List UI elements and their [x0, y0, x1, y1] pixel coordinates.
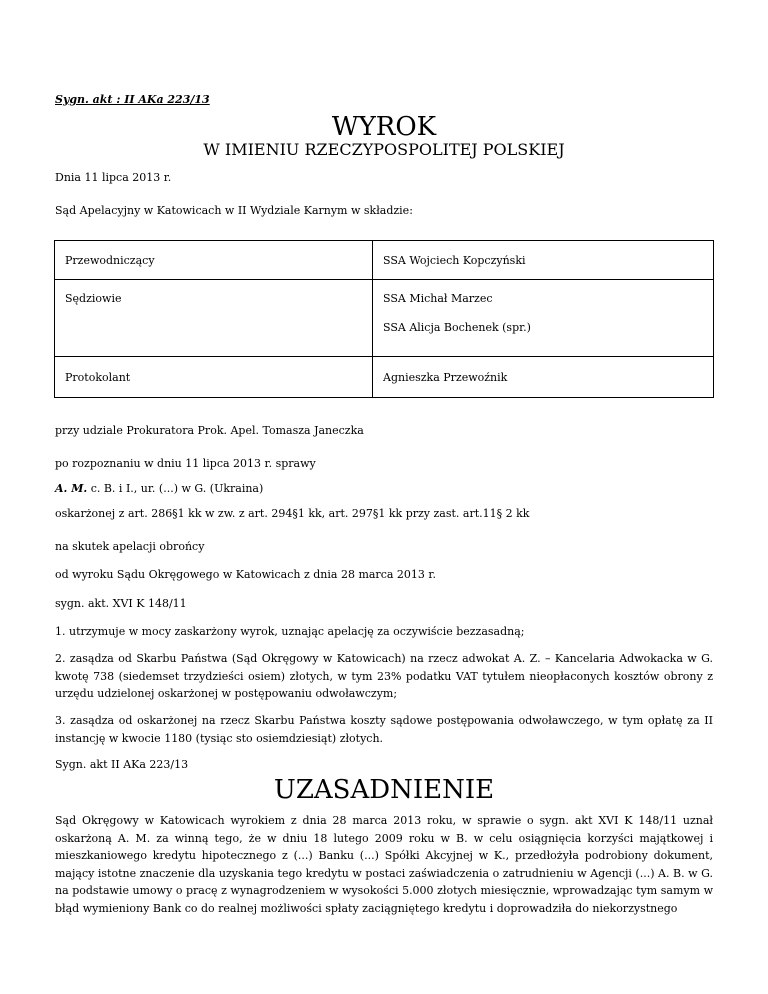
case-signature-2: Sygn. akt II AKa 223/13 [55, 758, 189, 771]
court-line: Sąd Apelacyjny w Katowicach w II Wydziale Karnym w składzie: [55, 204, 413, 217]
lower-court-line: od wyroku Sądu Okręgowego w Katowicach z dnia 28 marca 2013 r. [55, 568, 436, 581]
presiding-label: Przewodniczący [55, 241, 373, 280]
presiding-name: SSA Wojciech Kopczyński [373, 241, 714, 280]
judges-names [373, 280, 714, 357]
ruling-point-1: 1. utrzymuje w mocy zaskarżony wyrok, uznając apelację za oczywiście bezzasadną; [55, 625, 525, 638]
case-number-line: sygn. akt. XVI K 148/11 [55, 597, 187, 610]
hearing-line: po rozpoznaniu w dniu 11 lipca 2013 r. sprawy [55, 457, 316, 470]
bench-row-judges [55, 280, 714, 357]
defendant-line [55, 482, 263, 495]
bench-table [54, 240, 714, 398]
defendant-name: A. M. [55, 482, 88, 495]
clerk-name: Agnieszka Przewoźnik [373, 357, 714, 398]
date-line: Dnia 11 lipca 2013 r. [55, 171, 172, 184]
judges-label-text: Sędziowie [65, 292, 122, 305]
judge-1: SSA Michał Marzec [383, 292, 493, 305]
prosecutor-line: przy udziale Prokuratora Prok. Apel. Tomasza Janeczka [55, 424, 364, 437]
judge-2: SSA Alicja Bochenek (spr.) [383, 321, 531, 334]
bench-row-clerk [55, 357, 714, 398]
ruling-point-3: 3. zasądza od oskarżonej na rzecz Skarbu Państwa koszty sądowe postępowania odwoławczego, w tym opłatę za II instancję w kwocie 1180 (tysiąc sto osiemdziesiąt) złotych. [55, 714, 713, 745]
judgment-subtitle: W IMIENIU RZECZYPOSPOLITEJ POLSKIEJ [203, 140, 565, 159]
judgment-title: WYROK [331, 112, 437, 142]
justification-title: UZASADNIENIE [273, 775, 495, 805]
justification-text: Sąd Okręgowy w Katowicach wyrokiem z dnia 28 marca 2013 roku, w sprawie o sygn. akt XVI K 148/11 uznał oskarżoną A. M. za winną tego, że w dniu 18 lutego 2009 roku w B. w celu osiągnięcia korzyści majątkowej i mieszkaniowego kredytu hipotecznego z (...) Banku (...) Spółki Akcyjnej w K., przedłożyła podrobiony dokument, mający istotne znaczenie dla uzyskania tego kredytu w postaci zaświadczenia o zatrudnieniu w Agencji (...) A. B. w G. na podstawie umowy o pracę z wynagrodzeniem w wysokości 5.000 złotych miesięcznie, wprowadzając tym samym w błąd wymieniony Bank co do realnej możliwości spłaty zaciągniętego kredytu i doprowadziła do niekorzystnego [55, 814, 713, 915]
clerk-label: Protokolant [55, 357, 373, 398]
defendant-details: c. B. i I., ur. (...) w G. (Ukraina) [87, 482, 264, 495]
bench-row-presiding [55, 241, 714, 280]
appeal-line: na skutek apelacji obrońcy [55, 540, 205, 553]
case-signature-top: Sygn. akt : II AKa 223/13 [55, 93, 210, 106]
ruling-point-2: 2. zasądza od Skarbu Państwa (Sąd Okręgowy w Katowicach) na rzecz adwokat A. Z. – Kancelaria Adwokacka w G. kwotę 738 (siedemset trzydzieści osiem) złotych, w tym 23% podatku VAT tytułem nieopłaconych kosztów obrony z urzędu udzielonej oskarżonej w postępowaniu odwoławczym; [55, 652, 713, 700]
judges-label [55, 280, 373, 357]
charges-line: oskarżonej z art. 286§1 kk w zw. z art. 294§1 kk, art. 297§1 kk przy zast. art.11§ 2 kk [55, 507, 530, 520]
